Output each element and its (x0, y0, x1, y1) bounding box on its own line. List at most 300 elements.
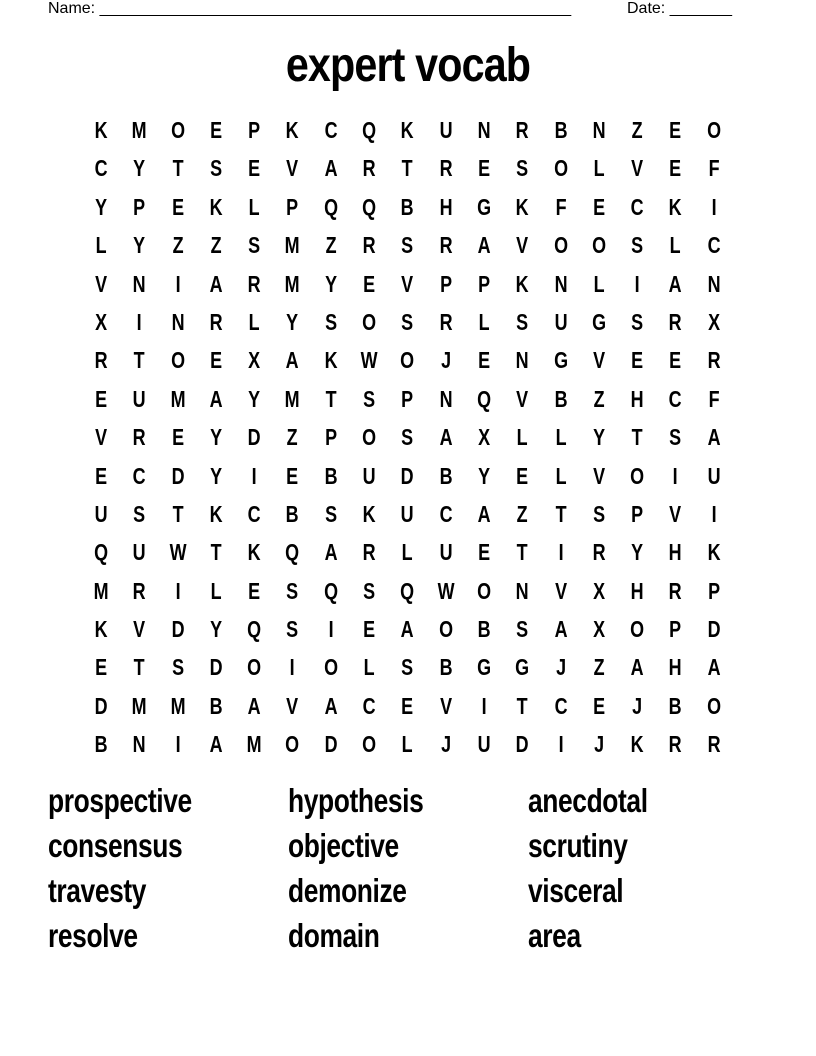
word-list-item: resolve (48, 917, 138, 954)
grid-letter: C (439, 500, 453, 527)
grid-letter: D (401, 462, 415, 489)
page-title: expert vocab (285, 39, 531, 92)
grid-letter: S (324, 308, 337, 335)
grid-letter: K (94, 117, 108, 143)
grid-letter: C (362, 692, 376, 719)
grid-letter: R (362, 155, 376, 182)
grid-letter: D (515, 731, 529, 758)
grid-letter: E (248, 577, 261, 604)
grid-letter: T (516, 539, 528, 566)
grid-letter: A (324, 539, 338, 566)
grid-letter: M (285, 270, 301, 297)
grid-letter: C (247, 500, 261, 527)
grid-letter: Z (325, 232, 337, 259)
grid-letter: C (132, 462, 146, 489)
grid-letter: J (440, 347, 451, 374)
grid-letter: C (669, 385, 683, 412)
grid-letter: J (440, 731, 451, 758)
grid-letter: P (324, 424, 337, 451)
grid-letter: E (95, 385, 108, 412)
grid-letter: T (210, 539, 222, 566)
grid-letter: I (711, 500, 717, 527)
grid-letter: K (209, 193, 223, 220)
grid-letter: O (400, 347, 415, 374)
grid-letter: A (554, 616, 568, 643)
grid-letter: L (478, 308, 490, 335)
word-list-item: hypothesis (288, 782, 424, 819)
grid-letter: O (630, 616, 645, 643)
grid-letter: Q (362, 117, 377, 143)
grid-letter: E (669, 347, 682, 374)
grid-letter: N (707, 270, 721, 297)
grid-letter: P (478, 270, 491, 297)
grid-letter: Y (286, 308, 299, 335)
grid-letter: I (328, 616, 334, 643)
grid-letter: E (363, 270, 376, 297)
grid-letter: S (516, 616, 529, 643)
grid-letter: R (707, 347, 721, 374)
grid-letter: S (171, 654, 184, 681)
grid-letter: Y (133, 155, 146, 182)
grid-letter: N (439, 385, 453, 412)
grid-letter: M (93, 577, 109, 604)
grid-letter: Z (287, 424, 299, 451)
grid-letter: N (132, 731, 146, 758)
grid-letter: R (669, 731, 683, 758)
grid-letter: J (632, 692, 643, 719)
grid-letter: M (170, 692, 186, 719)
grid-letter: P (439, 270, 452, 297)
grid-letter: G (515, 654, 530, 681)
grid-letter: J (594, 731, 604, 758)
grid-letter: K (286, 117, 300, 143)
grid-letter: T (172, 500, 184, 527)
grid-letter: L (95, 232, 107, 259)
grid-letter: P (669, 616, 682, 643)
grid-letter: H (669, 654, 683, 681)
grid-letter: L (210, 577, 222, 604)
grid-letter: P (286, 193, 299, 220)
grid-letter: V (631, 155, 644, 182)
grid-letter: B (94, 731, 108, 758)
word-list-item: travesty (48, 872, 147, 909)
grid-letter: C (707, 232, 721, 259)
grid-letter: G (477, 654, 492, 681)
grid-letter: I (175, 270, 181, 297)
grid-letter: L (555, 424, 567, 451)
grid-letter: A (209, 731, 223, 758)
grid-letter: I (290, 654, 296, 681)
grid-letter: I (634, 270, 640, 297)
grid-letter: U (554, 308, 568, 335)
grid-letter: D (247, 424, 261, 451)
grid-letter: A (401, 616, 415, 643)
grid-letter: M (285, 385, 301, 412)
grid-letter: S (401, 308, 414, 335)
grid-letter: Z (516, 500, 528, 527)
grid-letter: C (554, 692, 568, 719)
grid-letter: R (592, 539, 606, 566)
grid-letter: O (553, 155, 568, 182)
grid-letter: M (131, 117, 147, 143)
grid-letter: E (286, 462, 299, 489)
grid-letter: Q (323, 577, 338, 604)
grid-letter: E (171, 424, 184, 451)
grid-letter: Z (593, 385, 605, 412)
grid-letter: R (362, 539, 376, 566)
grid-letter: B (401, 193, 415, 220)
grid-letter: S (631, 308, 644, 335)
grid-letter: K (401, 117, 415, 143)
grid-letter: F (555, 193, 567, 220)
grid-letter: Z (172, 232, 184, 259)
grid-letter: M (246, 731, 262, 758)
grid-letter: Q (477, 385, 492, 412)
grid-letter: L (593, 155, 605, 182)
grid-letter: C (324, 117, 338, 143)
grid-letter: B (439, 654, 453, 681)
grid-letter: U (362, 462, 376, 489)
grid-letter: X (248, 347, 261, 374)
grid-letter: K (247, 539, 261, 566)
grid-letter: I (481, 692, 487, 719)
grid-letter: K (669, 193, 683, 220)
grid-letter: R (439, 232, 453, 259)
grid-letter: S (516, 308, 529, 335)
grid-letter: V (593, 347, 605, 374)
grid-letter: V (95, 270, 108, 297)
grid-letter: K (324, 347, 338, 374)
grid-letter: E (669, 117, 682, 143)
grid-letter: T (555, 500, 567, 527)
grid-letter: Y (478, 462, 491, 489)
grid-letter: D (209, 654, 223, 681)
grid-letter: Q (247, 616, 262, 643)
letter-grid (82, 111, 733, 764)
grid-letter: S (401, 232, 414, 259)
grid-letter: L (248, 308, 260, 335)
grid-letter: S (363, 577, 376, 604)
grid-letter: E (516, 462, 529, 489)
grid-letter: V (593, 462, 605, 489)
grid-letter: I (251, 462, 257, 489)
grid-letter: O (247, 654, 262, 681)
grid-letter: N (592, 117, 606, 143)
grid-letter: B (669, 692, 683, 719)
grid-letter: N (515, 577, 529, 604)
grid-letter: D (707, 616, 721, 643)
grid-letter: T (402, 155, 414, 182)
grid-letter: O (362, 424, 377, 451)
grid-letter: W (360, 347, 378, 374)
grid-letter: U (707, 462, 721, 489)
grid-letter: T (325, 385, 337, 412)
grid-letter: A (286, 347, 300, 374)
grid-letter: M (285, 232, 301, 259)
grid-letter: M (170, 385, 186, 412)
grid-letter: U (132, 385, 146, 412)
grid-letter: K (515, 270, 529, 297)
word-list-item: consensus (48, 827, 183, 864)
grid-letter: V (439, 692, 452, 719)
grid-letter: S (363, 385, 376, 412)
grid-letter: B (554, 385, 568, 412)
grid-letter: X (95, 308, 108, 335)
grid-letter: P (631, 500, 644, 527)
grid-letter: U (401, 500, 415, 527)
grid-letter: V (401, 270, 414, 297)
grid-letter: T (631, 424, 643, 451)
grid-letter: H (439, 193, 453, 220)
grid-letter: R (247, 270, 261, 297)
grid-letter: O (362, 731, 377, 758)
grid-letter: Y (593, 424, 605, 451)
grid-letter: V (516, 232, 529, 259)
grid-letter: R (515, 117, 529, 143)
grid-letter: G (477, 193, 492, 220)
grid-letter: E (401, 692, 414, 719)
grid-letter: F (708, 385, 720, 412)
grid-letter: I (558, 731, 564, 758)
grid-letter: T (172, 155, 184, 182)
word-list (48, 778, 768, 958)
grid-letter: T (133, 347, 145, 374)
grid-letter: A (209, 270, 223, 297)
grid-letter: R (669, 577, 683, 604)
grid-letter: E (478, 155, 491, 182)
grid-letter: O (285, 731, 300, 758)
grid-letter: N (132, 270, 146, 297)
grid-letter: V (95, 424, 108, 451)
grid-letter: V (669, 500, 682, 527)
grid-letter: A (324, 692, 338, 719)
grid-letter: K (707, 539, 721, 566)
grid-letter: N (515, 347, 529, 374)
grid-letter: A (439, 424, 453, 451)
grid-letter: Y (631, 539, 644, 566)
grid-letter: R (94, 347, 108, 374)
grid-letter: O (477, 577, 492, 604)
grid-letter: W (437, 577, 455, 604)
grid-letter: X (593, 577, 605, 604)
grid-letter: D (324, 731, 338, 758)
grid-letter: E (478, 539, 491, 566)
grid-letter: E (669, 155, 682, 182)
word-list-item: visceral (528, 872, 624, 909)
grid-letter: Z (210, 232, 222, 259)
word-list-item: anecdotal (528, 782, 648, 819)
grid-letter: R (669, 308, 683, 335)
grid-letter: A (247, 692, 261, 719)
grid-letter: Y (210, 462, 223, 489)
grid-letter: R (362, 232, 376, 259)
word-list-item: objective (288, 827, 399, 864)
grid-letter: E (95, 654, 108, 681)
grid-letter: U (477, 731, 491, 758)
grid-letter: H (630, 385, 644, 412)
grid-letter: R (439, 155, 453, 182)
grid-letter: A (209, 385, 223, 412)
grid-letter: F (708, 155, 720, 182)
grid-letter: S (593, 500, 605, 527)
grid-letter: S (631, 232, 644, 259)
grid-letter: S (516, 155, 529, 182)
grid-letter: S (401, 424, 414, 451)
grid-letter: E (478, 347, 491, 374)
grid-letter: A (669, 270, 683, 297)
grid-letter: O (170, 117, 185, 143)
word-list-item: prospective (48, 782, 192, 819)
word-list-item: area (528, 917, 581, 954)
grid-letter: M (131, 692, 147, 719)
grid-letter: P (133, 193, 146, 220)
grid-letter: A (477, 500, 491, 527)
grid-letter: I (175, 731, 181, 758)
grid-letter: C (94, 155, 108, 182)
name-field-line: Name: _____________________________________________________ (48, 0, 572, 17)
grid-letter: E (171, 193, 184, 220)
grid-letter: O (553, 232, 568, 259)
grid-letter: B (324, 462, 338, 489)
grid-letter: S (324, 500, 337, 527)
word-list-item: scrutiny (528, 827, 628, 864)
grid-letter: L (402, 539, 414, 566)
grid-letter: Y (248, 385, 261, 412)
grid-letter: R (209, 308, 223, 335)
grid-letter: O (630, 462, 645, 489)
grid-letter: C (630, 193, 644, 220)
grid-letter: B (554, 117, 568, 143)
grid-letter: O (362, 308, 377, 335)
grid-letter: K (630, 731, 644, 758)
grid-letter: A (477, 232, 491, 259)
grid-letter: O (323, 654, 338, 681)
grid-letter: S (133, 500, 146, 527)
date-field-line: Date: _______ (627, 0, 732, 17)
grid-letter: Q (400, 577, 415, 604)
grid-letter: N (554, 270, 568, 297)
grid-letter: E (593, 692, 605, 719)
grid-letter: S (248, 232, 261, 259)
grid-letter: H (669, 539, 683, 566)
grid-letter: R (132, 424, 146, 451)
grid-letter: O (170, 347, 185, 374)
grid-letter: J (555, 654, 566, 681)
grid-letter: Y (210, 424, 223, 451)
grid-letter: B (209, 692, 223, 719)
grid-letter: L (516, 424, 528, 451)
grid-letter: R (439, 308, 453, 335)
grid-letter: E (248, 155, 261, 182)
grid-letter: D (94, 692, 108, 719)
grid-letter: I (711, 193, 717, 220)
grid-letter: U (439, 117, 453, 143)
grid-letter: Y (133, 232, 146, 259)
grid-letter: D (171, 616, 185, 643)
grid-letter: V (516, 385, 529, 412)
grid-letter: A (630, 654, 644, 681)
grid-letter: A (707, 654, 721, 681)
grid-letter: U (132, 539, 146, 566)
grid-letter: G (592, 308, 606, 335)
grid-letter: B (477, 616, 491, 643)
grid-letter: L (670, 232, 682, 259)
grid-letter: L (593, 270, 605, 297)
grid-letter: I (136, 308, 142, 335)
grid-letter: S (669, 424, 682, 451)
grid-letter: S (210, 155, 223, 182)
grid-letter: U (439, 539, 453, 566)
grid-letter: Q (285, 539, 300, 566)
grid-letter: V (286, 155, 299, 182)
grid-letter: V (554, 577, 567, 604)
grid-letter: X (593, 616, 605, 643)
grid-letter: S (286, 577, 299, 604)
grid-letter: O (592, 232, 606, 259)
grid-letter: P (401, 385, 414, 412)
grid-letter: V (286, 692, 299, 719)
grid-letter: E (363, 616, 376, 643)
grid-letter: Y (210, 616, 223, 643)
grid-letter: E (210, 347, 223, 374)
grid-letter: W (169, 539, 187, 566)
grid-letter: I (558, 539, 564, 566)
grid-letter: L (248, 193, 260, 220)
grid-letter: S (286, 616, 299, 643)
grid-letter: Q (94, 539, 109, 566)
grid-letter: P (248, 117, 261, 143)
grid-letter: R (132, 577, 146, 604)
grid-letter: A (707, 424, 721, 451)
grid-letter: K (515, 193, 529, 220)
grid-letter: N (171, 308, 185, 335)
grid-letter: I (175, 577, 181, 604)
grid-letter: H (630, 577, 644, 604)
grid-letter: S (401, 654, 414, 681)
grid-letter: A (324, 155, 338, 182)
word-list-item: domain (288, 917, 380, 954)
grid-letter: L (363, 654, 375, 681)
grid-letter: U (94, 500, 108, 527)
grid-letter: E (95, 462, 108, 489)
grid-letter: N (477, 117, 491, 143)
grid-letter: X (707, 308, 720, 335)
grid-letter: G (553, 347, 568, 374)
grid-letter: Q (323, 193, 338, 220)
grid-letter: X (478, 424, 491, 451)
grid-letter: E (593, 193, 605, 220)
grid-letter: T (516, 692, 528, 719)
grid-letter: L (402, 731, 414, 758)
grid-letter: E (210, 117, 223, 143)
grid-letter: O (706, 692, 721, 719)
grid-letter: B (439, 462, 453, 489)
grid-letter: E (631, 347, 644, 374)
grid-letter: D (171, 462, 185, 489)
grid-letter: O (438, 616, 453, 643)
grid-letter: Z (631, 117, 643, 143)
grid-letter: B (286, 500, 300, 527)
grid-letter: P (707, 577, 720, 604)
grid-letter: K (362, 500, 376, 527)
grid-letter: Q (362, 193, 377, 220)
grid-letter: T (133, 654, 145, 681)
grid-letter: I (673, 462, 679, 489)
word-list-item: demonize (288, 872, 407, 909)
grid-letter: V (133, 616, 146, 643)
grid-letter: K (209, 500, 223, 527)
grid-letter: Y (95, 193, 108, 220)
